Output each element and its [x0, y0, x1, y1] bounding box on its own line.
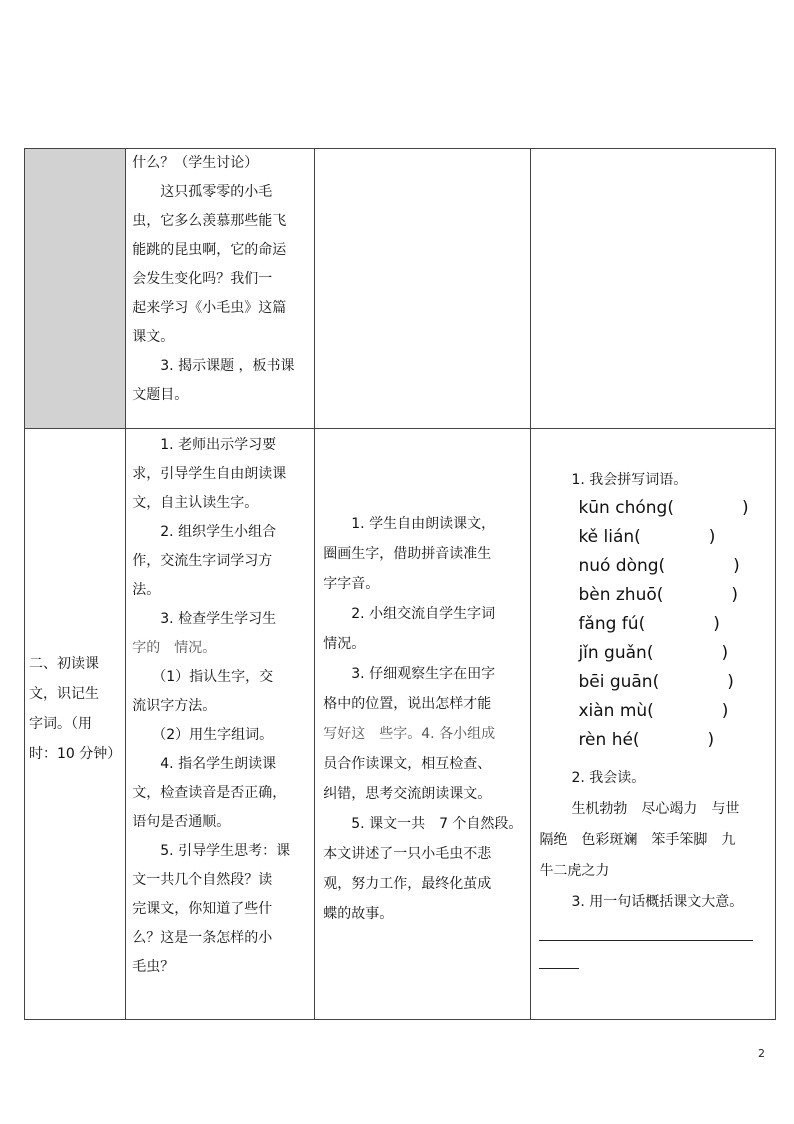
teacher-line: （1）指认生字，交 [152, 669, 274, 685]
table-row-intro [25, 149, 776, 429]
teacher-line: 字的 情况。 [132, 640, 217, 656]
stage-line: 字词。（用 [29, 716, 92, 732]
student-line: 写好这 些字。4. 各小组成 [323, 726, 496, 742]
pinyin-blank[interactable]: rèn hé( ) [578, 730, 715, 750]
table-row-first-reading [25, 429, 776, 1020]
student-activity-cell [315, 429, 531, 1020]
teacher-line: 2. 组织学生小组合 [160, 524, 277, 540]
stage-cell-shaded [25, 149, 126, 429]
pinyin-blank[interactable]: kě lián( ) [578, 527, 716, 547]
student-line: 格中的位置，说出怎样才能 [323, 696, 492, 712]
teacher-line: 么？这是一条怎样的小 [132, 930, 273, 946]
student-line: 2. 小组交流自学生字词 [351, 606, 496, 622]
content-line: 会发生变化吗？我们一 [132, 271, 273, 287]
lesson-plan-table [24, 148, 776, 1020]
student-line: 字字音。 [323, 576, 380, 592]
student-activity-cell [315, 149, 531, 429]
stage-line: 文，识记生 [29, 686, 99, 702]
teacher-line: （2）用生字组词。 [152, 727, 274, 743]
stage-line: 时：10 分钟） [29, 746, 122, 762]
question-3: 3. 用一句话概括课文大意。 [571, 894, 744, 910]
student-line: 情况。 [323, 636, 366, 652]
pinyin-blank[interactable]: fǎng fú( ) [578, 614, 720, 634]
exercise-cell [531, 429, 776, 1020]
read-line: 牛二虎之力 [539, 863, 610, 879]
pinyin-blank[interactable]: xiàn mù( ) [578, 701, 729, 721]
teacher-line: 作，交流生字词学习方 [132, 553, 273, 569]
content-line: 文题目。 [132, 387, 189, 403]
teacher-activity-cell [126, 429, 315, 1020]
exercise-cell [531, 149, 776, 429]
teacher-line: 3. 检查学生学习生 [160, 611, 277, 627]
teacher-line: 1. 老师出示学习要 [160, 437, 277, 453]
content-line: 虫，它多么羡慕那些能飞 [132, 213, 287, 229]
read-line: 生机勃勃 尽心竭力 与世 [571, 801, 740, 817]
teacher-line: 文，自主认读生字。 [132, 495, 259, 511]
question-1: 1. 我会拼写词语。 [571, 472, 688, 488]
teacher-activity-cell [126, 149, 315, 429]
pinyin-blank[interactable]: jǐn guǎn( ) [578, 643, 729, 663]
student-line: 本文讲述了一只小毛虫不悲 [323, 846, 492, 862]
student-line: 1. 学生自由朗读课文， [351, 516, 496, 532]
teacher-line: 文一共几个自然段？读 [132, 872, 273, 888]
teacher-line: 毛虫？ [132, 959, 175, 975]
student-line: 圈画生字，借助拼音读准生 [323, 546, 492, 562]
content-line: 能跳的昆虫啊，它的命运 [132, 242, 287, 258]
teacher-line: 4. 指名学生朗读课 [160, 756, 277, 772]
teacher-line: 完课文，你知道了些什 [132, 901, 273, 917]
student-line: 纠错，思考交流朗读课文。 [323, 786, 492, 802]
teacher-line: 流识字方法。 [132, 698, 217, 714]
content-line: 什么？（学生讨论） [132, 155, 259, 171]
content-line: 起来学习《小毛虫》这篇 [132, 300, 287, 316]
student-line: 员合作读课文，相互检查、 [323, 756, 492, 772]
teacher-line: 语句是否通顺。 [132, 814, 231, 830]
stage-line: 二、初读课 [29, 656, 99, 672]
answer-line-short[interactable] [539, 968, 579, 969]
student-line: 3. 仔细观察生字在田字 [351, 666, 496, 682]
stage-cell [25, 429, 126, 1020]
teacher-line: 法。 [132, 582, 161, 598]
teacher-line: 5. 引导学生思考：课 [160, 843, 291, 859]
pinyin-blank[interactable]: kūn chóng( ) [578, 498, 749, 518]
content-line: 课文。 [132, 329, 175, 345]
student-line: 5. 课文一共 7 个自然段。 [351, 816, 523, 832]
question-2: 2. 我会读。 [571, 770, 646, 786]
pinyin-blank[interactable]: nuó dòng( ) [578, 556, 740, 576]
student-line: 观，努力工作，最终化茧成 [323, 876, 492, 892]
teacher-line: 文，检查读音是否正确， [132, 785, 287, 801]
content-line: 这只孤零零的小毛 [160, 184, 273, 200]
teacher-line: 求，引导学生自由朗读课 [132, 466, 287, 482]
pinyin-blank[interactable]: bēi guān( ) [578, 672, 734, 692]
content-line: 3. 揭示课题 ，板书课 [160, 358, 295, 374]
student-line: 蝶的故事。 [323, 906, 394, 922]
read-line: 隔绝 色彩斑斓 笨手笨脚 九 [539, 832, 736, 848]
pinyin-blank[interactable]: bèn zhuō( ) [578, 585, 739, 605]
page-number: 2 [758, 1047, 765, 1060]
